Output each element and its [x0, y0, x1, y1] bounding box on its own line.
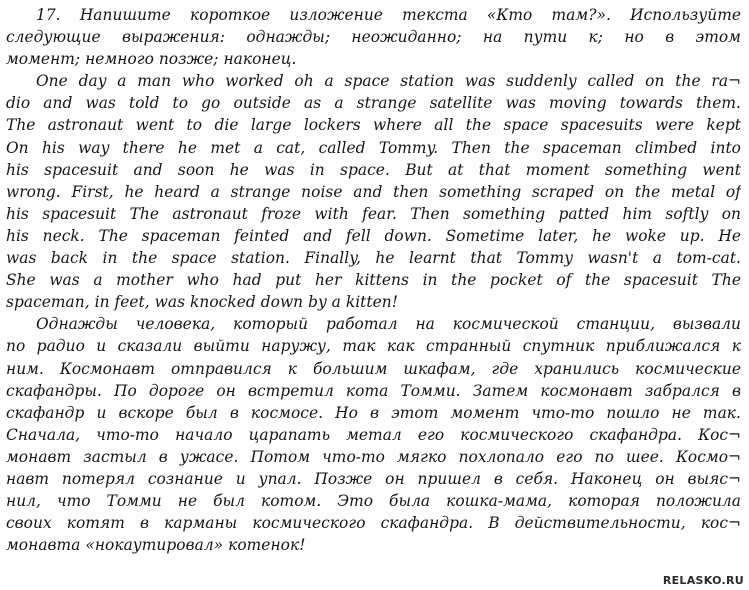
russian-text-paragraph	[6, 313, 741, 556]
english-line: dio and was told to go outside as a strange satellite was moving towards them.	[6, 94, 741, 113]
russian-line: нил, что Томми не был котом. Это была кошка-мама, которая положила	[6, 492, 741, 511]
russian-line: Сначала, что-то начало царапать метал его космического скафандра. Кос¬	[6, 425, 741, 444]
russian-line: Однажды человека, который работал на космической станции, вызвали	[36, 315, 741, 334]
task-line: момент; немного позже; наконец.	[6, 50, 297, 69]
russian-line: ним. Космонавт отправился к большим шкафам, где хранились космические	[6, 359, 741, 378]
site-watermark: RELASKO.RU	[662, 574, 744, 587]
russian-line: скафандр и вскоре был в космосе. Но в этот момент что-то пошло не так.	[6, 403, 741, 422]
task-paragraph	[6, 4, 741, 70]
english-line: The astronaut went to die large lockers where all the space spacesuits were kept	[6, 116, 741, 135]
russian-line: монавта «нокаутировал» котенок!	[6, 536, 306, 555]
english-text-paragraph	[6, 70, 741, 313]
english-line: On his way there he met a cat, called Tommy. Then the spaceman climbed into	[6, 138, 741, 157]
english-line: wrong. First, he heard a strange noise and then something scraped on the metal of	[6, 182, 741, 201]
english-line: his neck. The spaceman feinted and fell down. Sometime later, he woke up. He	[6, 226, 741, 245]
english-line: spaceman, in feet, was knocked down by a kitten!	[6, 293, 398, 312]
russian-line: своих котят в карманы космического скафандра. В действительности, кос¬	[6, 514, 741, 533]
english-line: One day a man who worked oh a space station was suddenly called on the ra¬	[36, 72, 741, 91]
english-line: his spacesuit The astronaut froze with fear. Then something patted him softly on	[6, 204, 741, 223]
english-line: his spacesuit and soon he was in space. But at that moment something went	[6, 160, 741, 179]
russian-line: по радио и сказали выйти наружу, так как странный спутник приближался к	[6, 337, 741, 356]
english-line: She was a mother who had put her kittens in the pocket of the spacesuit The	[6, 271, 741, 290]
russian-line: навт потерял сознание и упал. Позже он пришел в себя. Наконец он выяс¬	[6, 469, 741, 488]
task-line: следующие выражения: однажды; неожиданно; на пути к; но в этом	[6, 28, 741, 47]
russian-line: монавт застыл в ужасе. Потом что-то мягко похлопало его по шее. Космо¬	[6, 447, 741, 466]
task-line: 17. Напишите короткое изложение текста «Кто там?». Используйте	[36, 6, 741, 24]
russian-line: скафандры. По дороге он встретил кота Томми. Затем космонавт забрался в	[6, 381, 741, 400]
english-line: was back in the space station. Finally, he learnt that Tommy wasn't a tom-cat.	[6, 249, 741, 268]
